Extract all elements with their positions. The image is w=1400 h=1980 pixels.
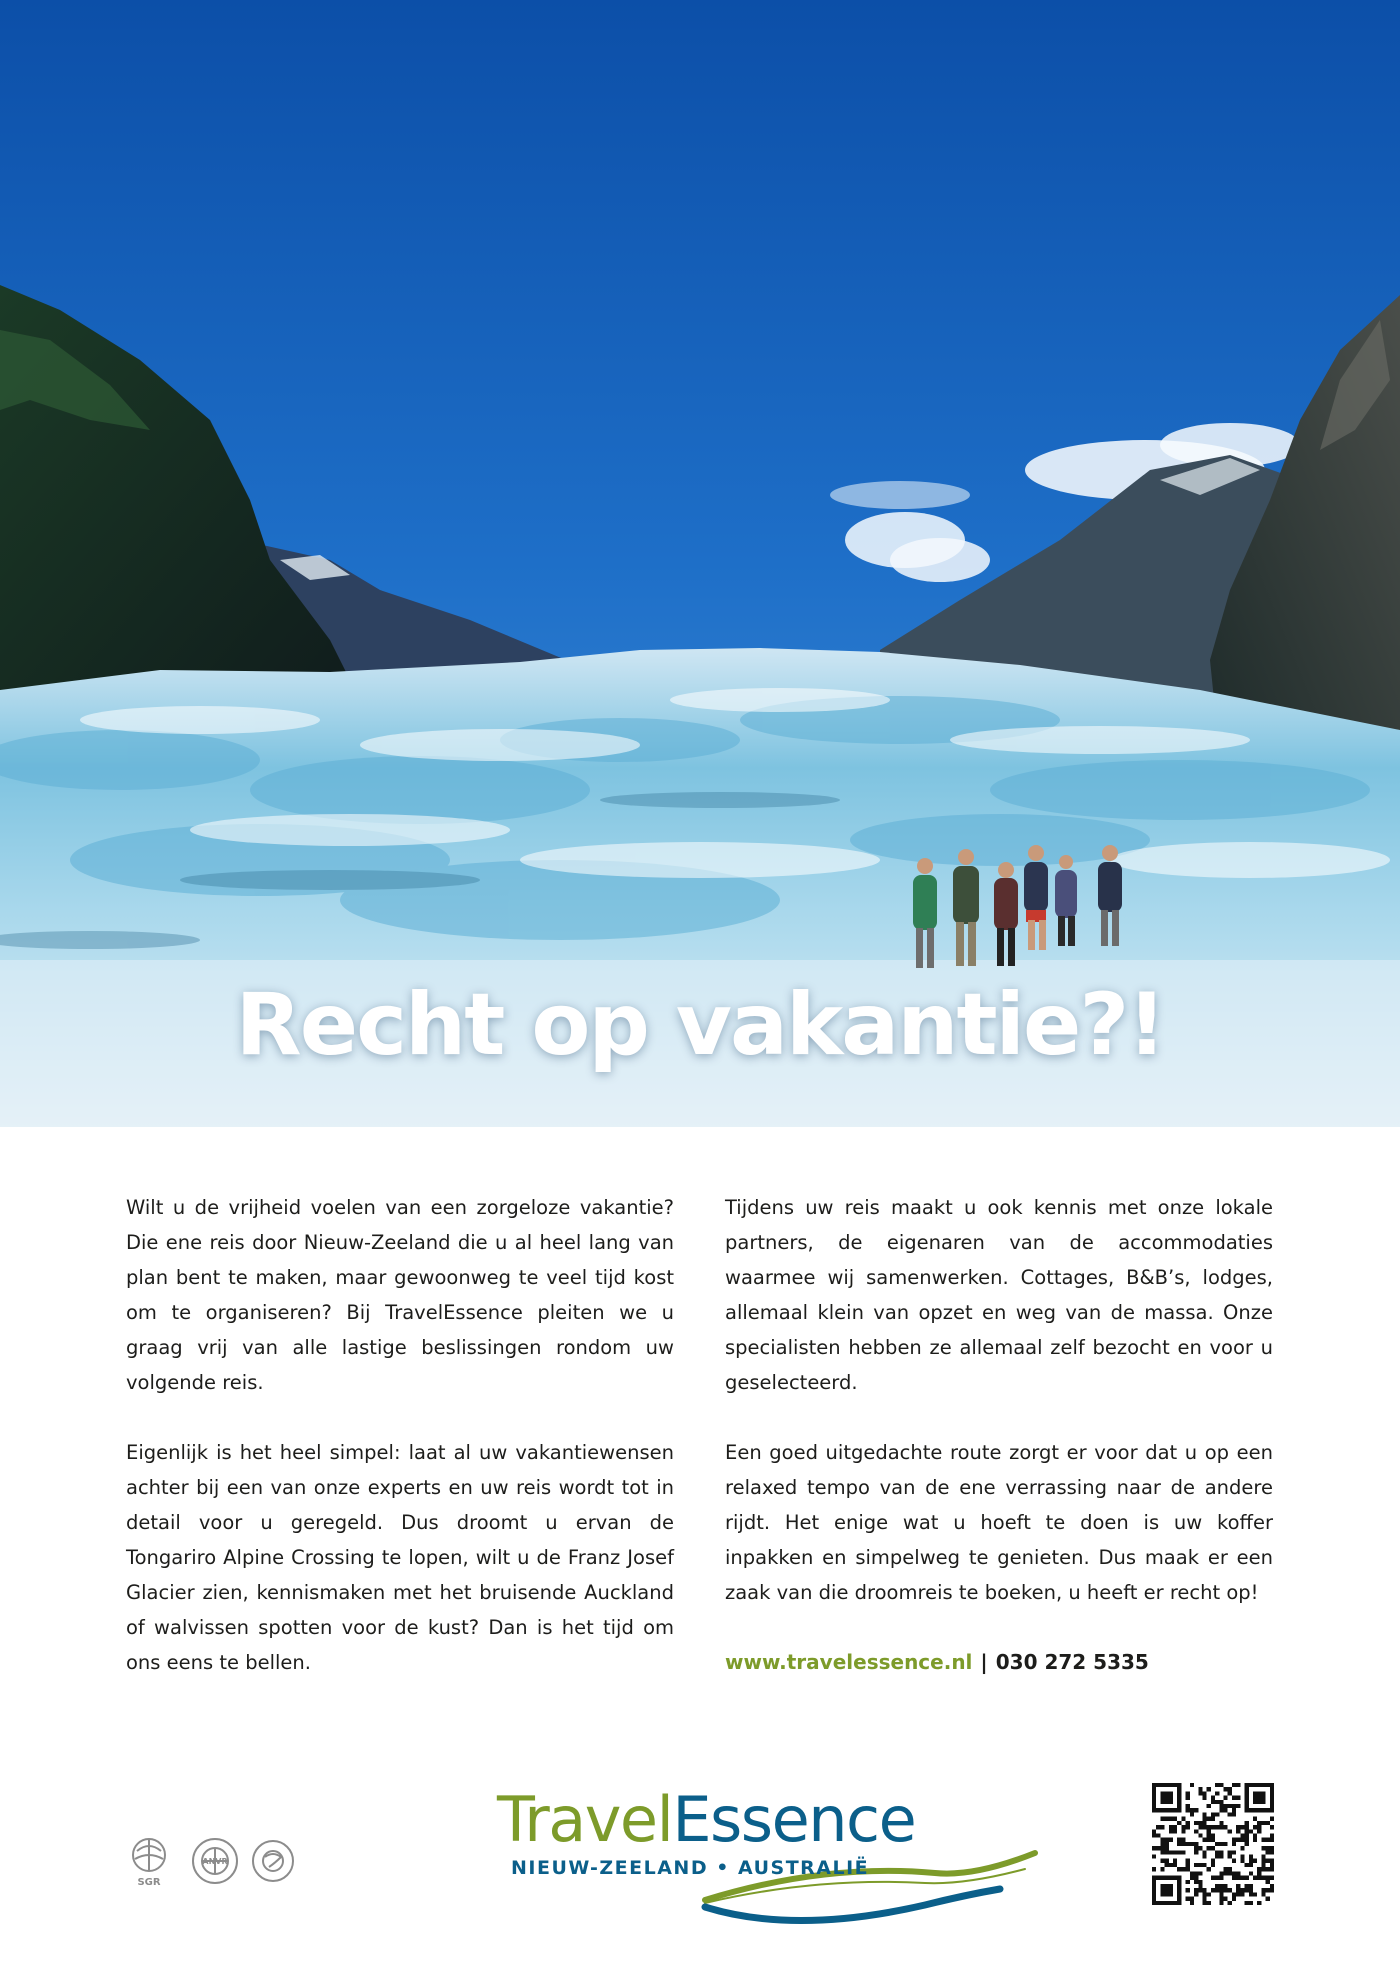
travelessence-logo[interactable] xyxy=(495,1785,1055,1925)
qr-code-icon[interactable] xyxy=(1152,1783,1274,1905)
svg-text:ANVR: ANVR xyxy=(202,1857,228,1866)
membership-badges xyxy=(125,1833,305,1889)
website-link[interactable]: www.travelessence.nl xyxy=(725,1650,973,1674)
body-column-right xyxy=(725,1190,1273,1715)
paragraph: Tijdens uw reis maakt u ook kennis met onze lokale partners, de eigenaren van de accommodaties waarmee wij samenwerken. Cottages, B&B’s, lodges, allemaal klein van opzet en weg van de massa. Onze specialisten hebben ze allemaal zelf bezocht en voor u geselecteerd. xyxy=(725,1196,1273,1394)
logo-word-travel: Travel xyxy=(497,1783,673,1856)
logo-tagline: NIEUW-ZEELAND • AUSTRALIË xyxy=(511,1857,870,1879)
paragraph: Een goed uitgedachte route zorgt er voor dat u op een relaxed tempo van de ene verrassing naar de andere rijdt. Het enige wat u hoeft te doen is uw koffer inpakken en simpelweg te genieten. Dus maak er een zaak van die droomreis te boeken, u heeft er recht op! xyxy=(725,1441,1273,1604)
logo-wordmark xyxy=(497,1785,915,1855)
paragraph: Wilt u de vrijheid voelen van een zorgeloze vakantie? Die ene reis door Nieuw-Zeeland die u al heel lang van plan bent te maken, maar gewoonweg te veel tijd kost om te organiseren? Bij TravelEssence pleiten we u graag vrij van alle lastige beslissingen rondom uw volgende reis. xyxy=(126,1196,674,1394)
phone-number[interactable]: 030 272 5335 xyxy=(995,1650,1149,1674)
logo-word-essence: Essence xyxy=(672,1783,916,1856)
paragraph: Eigenlijk is het heel simpel: laat al uw vakantiewensen achter bij een van onze experts en uw reis wordt tot in detail voor u geregeld. Dus droomt u ervan de Tongariro Alpine Crossing te lopen, wilt u de Franz Josef Glacier zien, kennismaken met het bruisende Auckland of walvissen spotten voor de kust? Dan is het tijd om ons eens te bellen. xyxy=(126,1441,674,1674)
body-column-left xyxy=(126,1190,674,1715)
svg-text:SGR: SGR xyxy=(137,1877,161,1888)
anvr-badge-icon xyxy=(193,1839,237,1883)
contact-separator: | xyxy=(980,1650,988,1674)
contact-line xyxy=(725,1645,1273,1680)
headline: Recht op vakantie?! xyxy=(235,975,1165,1075)
sgr-badge-icon xyxy=(133,1839,165,1888)
calamiteitenfonds-badge-icon xyxy=(253,1841,293,1881)
